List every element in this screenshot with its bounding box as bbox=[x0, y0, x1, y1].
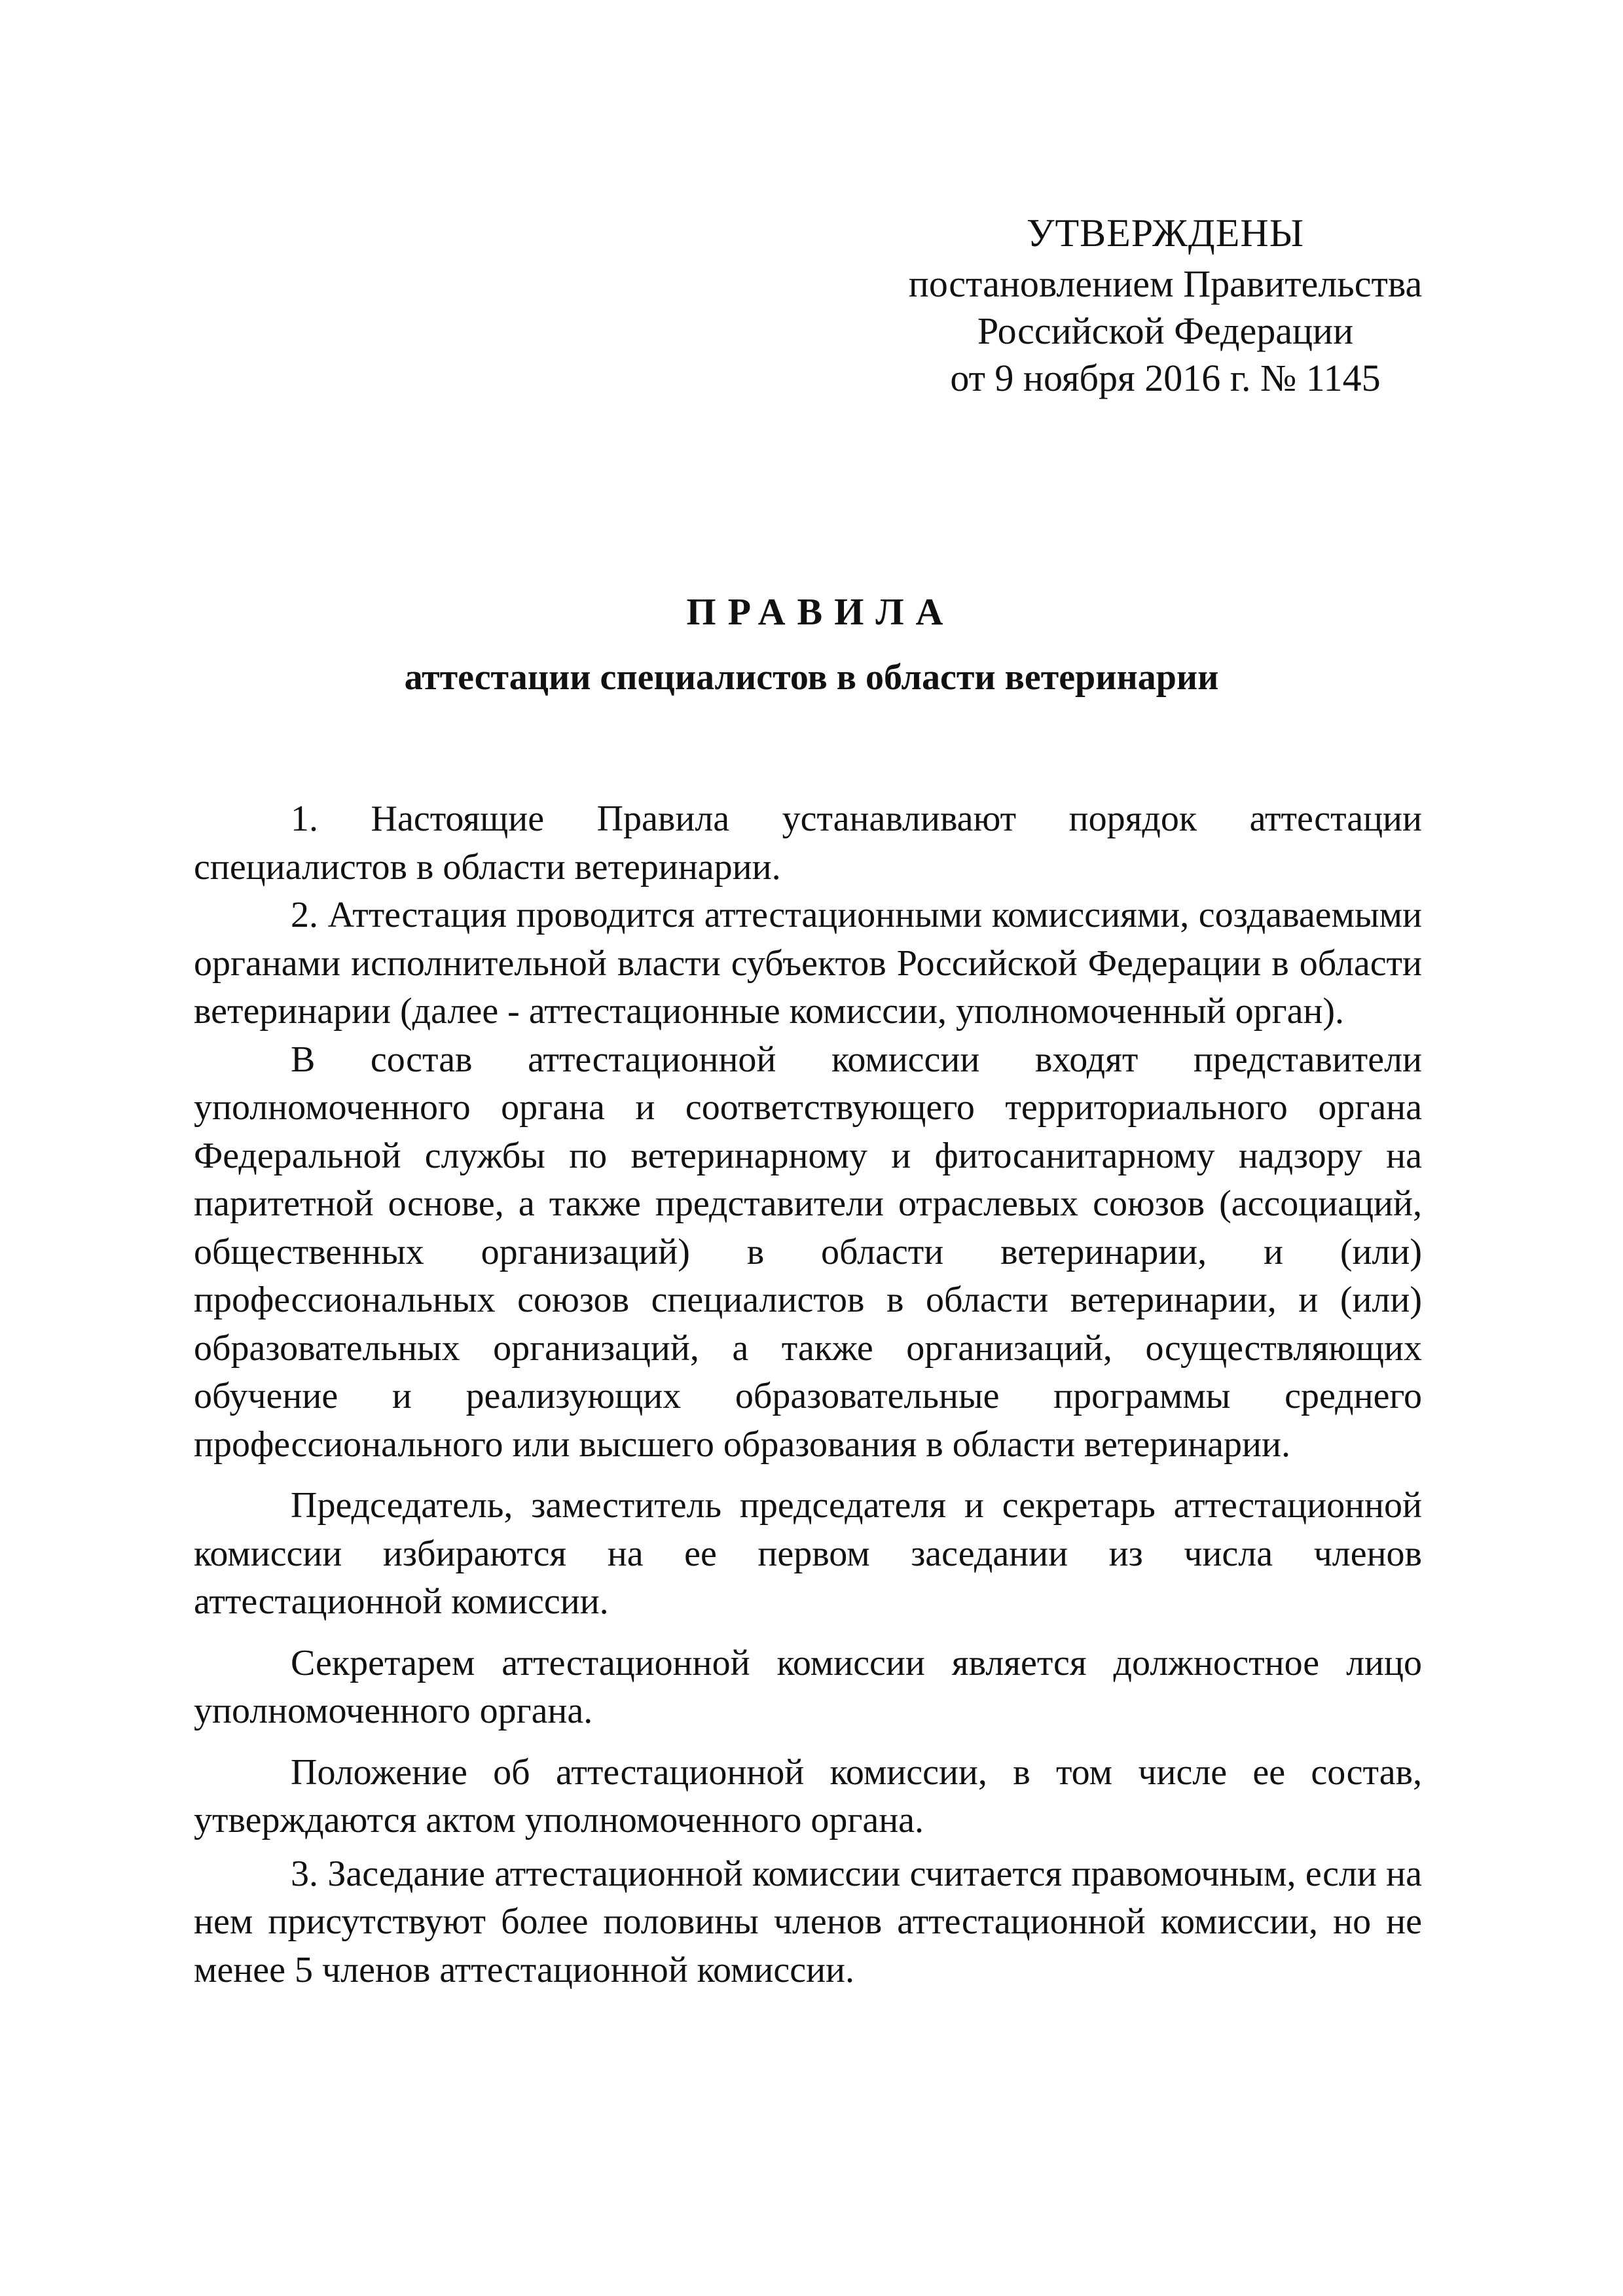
paragraph-6: Положение об аттестационной комиссии, в том числе ее состав, утверждаются актом уполномоченного органа. bbox=[194, 1751, 1422, 1840]
paragraph-3: В состав аттестационной комиссии входят представители уполномоченного органа и соответствующего территориального органа Федеральной службы по ветеринарному и фитосанитарному надзору на паритетной основе, а также представители отраслевых союзов (ассоциаций, общественных организаций) в области ветеринарии, и (или) профессиональных союзов специалистов в области ветеринарии, и (или) образовательных организаций, а также организаций, осуществляющих обучение и реализующих образовательные программы среднего профессионального или высшего образования в области ветеринарии. bbox=[194, 1039, 1422, 1465]
paragraph-4: Председатель, заместитель председателя и секретарь аттестационной комиссии избираются на ее первом заседании из числа членов аттестационной комиссии. bbox=[194, 1485, 1422, 1622]
paragraph-5: Секретарем аттестационной комиссии является должностное лицо уполномоченного органа. bbox=[194, 1642, 1422, 1731]
approval-stamp bbox=[851, 209, 1480, 402]
approval-line-2: Российской Федерации bbox=[977, 310, 1354, 352]
approval-line-1: постановлением Правительства bbox=[908, 262, 1423, 305]
approval-line-3: от 9 ноября 2016 г. № 1145 bbox=[950, 357, 1381, 399]
approval-title: УТВЕРЖДЕНЫ bbox=[1026, 211, 1305, 255]
document-title: ПРАВИЛА bbox=[686, 590, 955, 633]
document-body bbox=[194, 795, 1422, 1994]
paragraph-7: 3. Заседание аттестационной комиссии считается правомочным, если на нем присутствуют более половины членов аттестационной комиссии, но не менее 5 членов аттестационной комиссии. bbox=[194, 1853, 1422, 1990]
paragraph-1: 1. Настоящие Правила устанавливают порядок аттестации специалистов в области ветеринарии. bbox=[194, 798, 1422, 888]
paragraph-2: 2. Аттестация проводится аттестационными комиссиями, создаваемыми органами исполнительной власти субъектов Российской Федерации в области ветеринарии (далее - аттестационные комиссии, уполномоченный орган). bbox=[194, 895, 1422, 1031]
document-subtitle: аттестации специалистов в области ветеринарии bbox=[404, 657, 1219, 698]
